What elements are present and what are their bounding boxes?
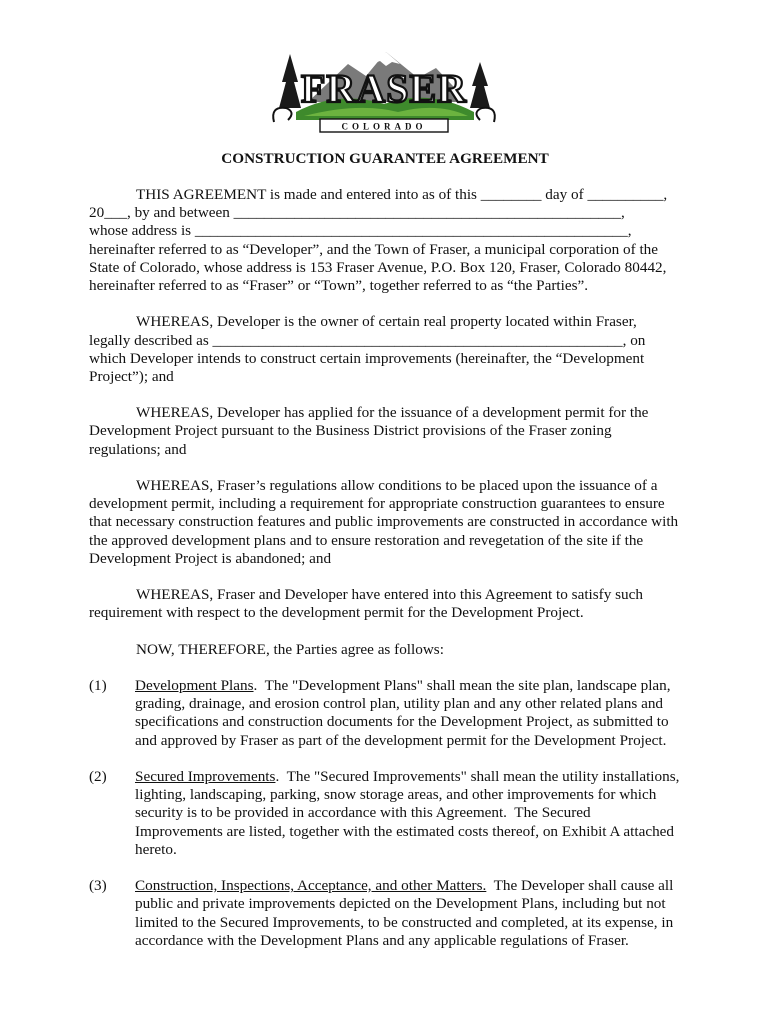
whereas-paragraph-4 (89, 586, 689, 622)
intro-line: whose address is _________________________________________________________, (89, 222, 632, 240)
document-title: CONSTRUCTION GUARANTEE AGREEMENT (221, 150, 549, 167)
clause-line: security is to be provided in accordance with this Agreement. The Secured (135, 804, 591, 822)
whereas-line: legally described as ______________________________________________________, on (89, 331, 646, 349)
whereas-line: that necessary construction features and public improvements are constructed in accordance with (89, 513, 679, 531)
clause-number: (2) (89, 768, 107, 785)
clause-heading: Development Plans (135, 677, 254, 695)
clause-text: . The "Development Plans" shall mean the site plan, landscape plan, (253, 677, 671, 695)
now-therefore-line: NOW, THEREFORE, the Parties agree as follows: (136, 640, 444, 658)
clause-text: . The "Secured Improvements" shall mean the utility installations, (275, 768, 680, 785)
clause-2 (89, 768, 689, 859)
intro-paragraph (89, 186, 689, 295)
clause-1 (89, 677, 689, 750)
whereas-line: WHEREAS, Developer is the owner of certain real property located within Fraser, (136, 313, 637, 331)
svg-text:FRASER: FRASER (300, 66, 468, 111)
clause-heading: Construction, Inspections, Acceptance, and other Matters. (135, 877, 487, 895)
intro-line: 20___, by and between ___________________________________________________, (89, 204, 625, 222)
clause-line: limited to the Secured Improvements, to be constructed and completed, at its expense, in (135, 913, 674, 931)
clause-number: (1) (89, 677, 107, 695)
clause-line: hereto. (135, 840, 177, 858)
intro-line: State of Colorado, whose address is 153 Fraser Avenue, P.O. Box 120, Fraser, Colorado 80442, (89, 258, 667, 276)
clause-heading: Secured Improvements (135, 768, 276, 785)
whereas-line: regulations; and (89, 440, 187, 458)
whereas-line: requirement with respect to the development permit for the Development Project. (89, 604, 584, 622)
whereas-paragraph-1 (89, 313, 689, 386)
whereas-line: Project”); and (89, 367, 174, 385)
whereas-line: development permit, including a requirement for appropriate construction guarantees to ensure (89, 495, 665, 513)
intro-line: hereinafter referred to as “Fraser” or “Town”, together referred to as “the Parties”. (89, 276, 589, 294)
whereas-paragraph-2 (89, 404, 689, 459)
intro-line: hereinafter referred to as “Developer”, and the Town of Fraser, a municipal corporation of the (89, 240, 659, 258)
svg-text:COLORADO: COLORADO (341, 121, 427, 132)
whereas-line: WHEREAS, Fraser’s regulations allow conditions to be placed upon the issuance of a (136, 477, 658, 494)
clause-line: lighting, landscaping, parking, snow storage areas, and other improvements for which (135, 786, 657, 804)
clause-line: Improvements are listed, together with the estimated costs thereof, on Exhibit A attached (135, 822, 675, 840)
whereas-line: WHEREAS, Developer has applied for the issuance of a development permit for the (136, 404, 649, 422)
whereas-paragraph-3 (89, 477, 689, 568)
whereas-line: the approved development plans and to ensure restoration and revegetation of the site if the (89, 531, 644, 549)
whereas-line: WHEREAS, Fraser and Developer have entered into this Agreement to satisfy such (136, 586, 643, 604)
clause-3 (89, 877, 689, 950)
clause-line: grading, drainage, and erosion control plan, utility plan and any other related plans and (135, 695, 664, 713)
whereas-line: Development Project is abandoned; and (89, 549, 332, 567)
whereas-line: Development Project pursuant to the Business District provisions of the Fraser zoning (89, 422, 612, 440)
intro-line: THIS AGREEMENT is made and entered into as of this ________ day of __________, (136, 186, 668, 203)
clause-line: accordance with the Development Plans and any applicable regulations of Fraser. (135, 931, 629, 949)
clause-line: specifications and construction documents for the Development Project, as submitted to (135, 713, 669, 731)
clause-line: public and private improvements depicted on the Development Plans, including but not (135, 895, 666, 913)
clause-line: and approved by Fraser as part of the development permit for the Development Project. (135, 731, 667, 749)
fraser-colorado-logo (268, 42, 500, 134)
clause-text: The Developer shall cause all (486, 877, 674, 895)
document-body (89, 186, 689, 950)
clause-number: (3) (89, 877, 107, 895)
whereas-line: which Developer intends to construct certain improvements (hereinafter, the “Development (89, 349, 645, 367)
